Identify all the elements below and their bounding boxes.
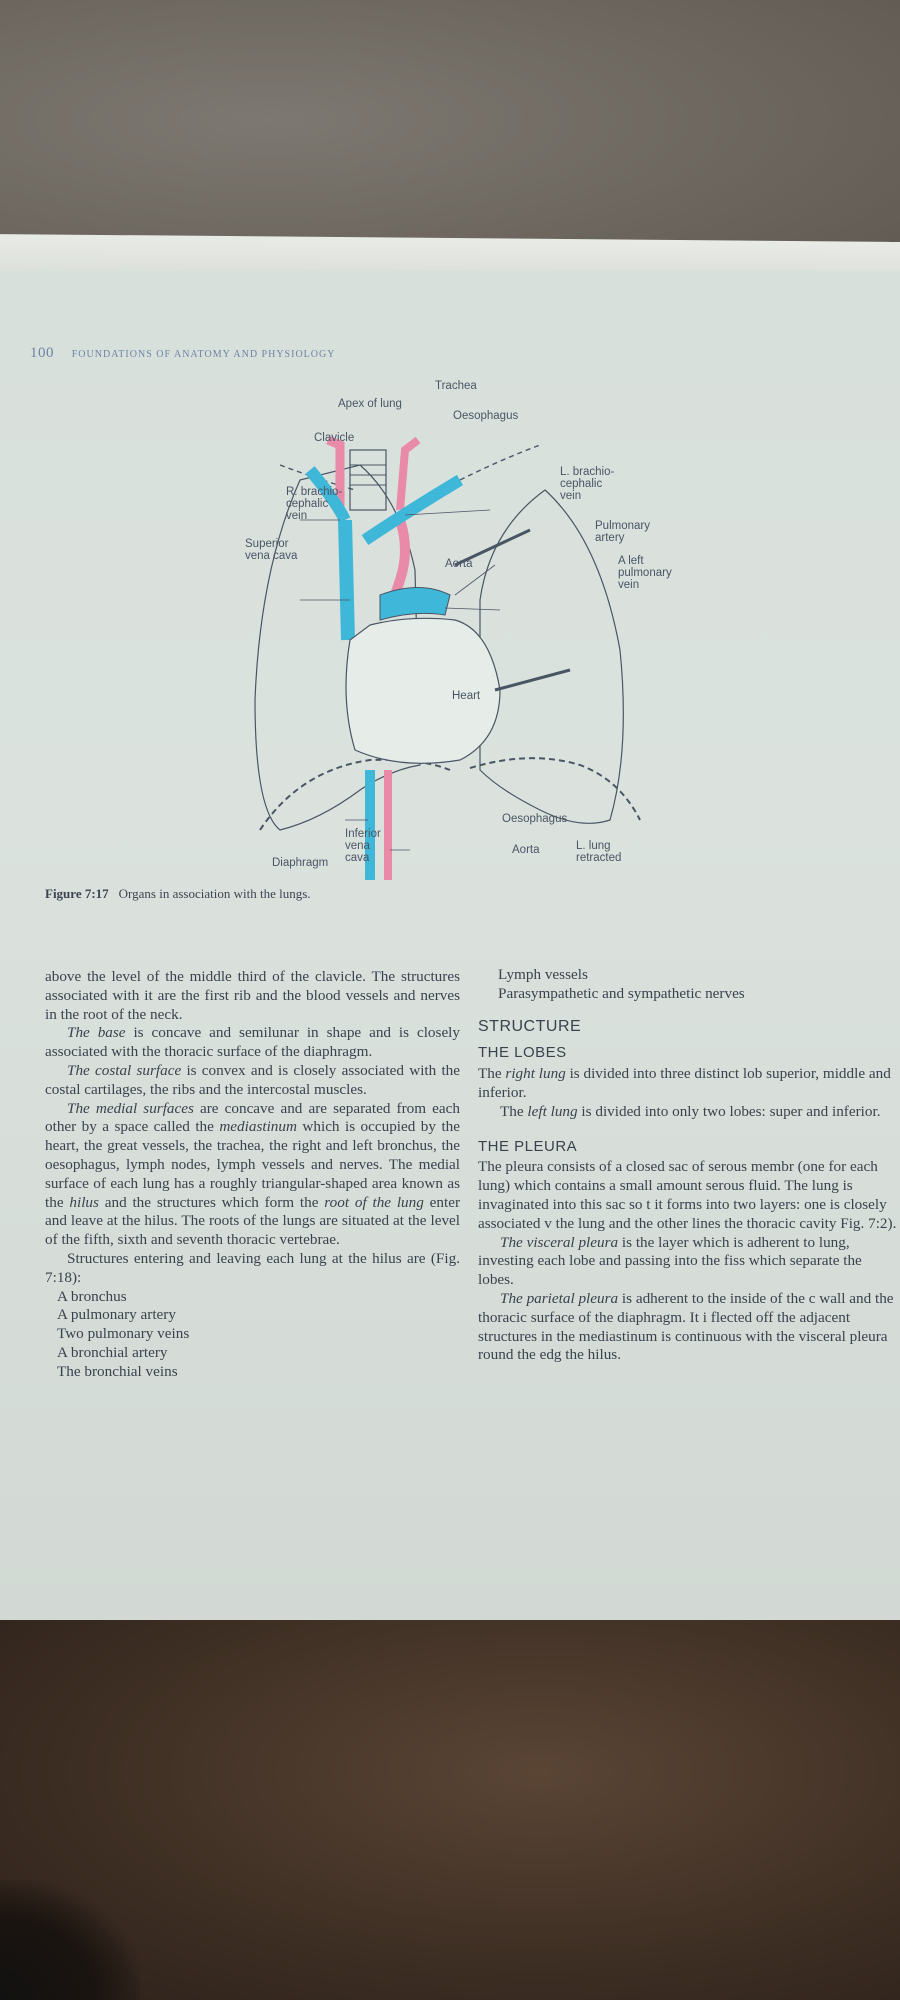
diaphragm-dashed <box>260 760 450 830</box>
label-r-brachiocephalic: R. brachio- cephalic vein <box>286 486 343 522</box>
page-number: 100 <box>30 345 54 361</box>
trachea-shape <box>350 450 386 510</box>
paragraph-parietal: The parietal pleura is adherent to the inside of the c wall and the thoracic surface of the diaphragm. It i flected off the adjacent structures in the mediastinum is continuous with the visceral pleura round the edg the hilus. <box>478 1289 894 1364</box>
right-column <box>478 966 900 1365</box>
clavicle-dashed-left <box>460 445 540 480</box>
subheading-lobes: THE LOBES <box>478 1044 567 1062</box>
list-item: The bronchial veins <box>57 1362 178 1380</box>
list-item: A bronchial artery <box>57 1343 168 1361</box>
caption-text: Organs in association with the lungs. <box>118 886 311 901</box>
label-diaphragm: Diaphragm <box>272 857 329 869</box>
label-oesophagus-top: Oesophagus <box>453 410 519 422</box>
paragraph: above the level of the middle third of the clavicle. The structures associated with it are the first rib and the blood vessels and nerves in the root of the neck. <box>45 968 460 1023</box>
subheading-pleura: THE PLEURA <box>478 1137 578 1155</box>
label-pulmonary-artery: Pulmonary artery <box>595 520 650 544</box>
figure-caption <box>45 886 311 902</box>
running-head <box>30 345 335 362</box>
diaphragm-dashed-left <box>470 758 640 820</box>
label-l-brachiocephalic: L. brachio- cephalic vein <box>560 466 615 502</box>
pulmonary-artery <box>380 588 450 621</box>
label-left-pulmonary-vein: A left pulmonary vein <box>618 555 672 591</box>
label-apex-of-lung: Apex of lung <box>338 398 402 410</box>
label-l-lung-retracted: L. lung retracted <box>576 840 622 864</box>
paragraph-costal: The costal surface is convex and is closely associated with the costal cartilages, the ribs and the intercostal muscles. <box>45 1061 460 1098</box>
label-aorta-top: Aorta <box>445 558 473 570</box>
left-column <box>45 968 460 1382</box>
paragraph-right-lung: The right lung is divided into three distinct lob superior, middle and inferior. <box>478 1065 891 1101</box>
caption-number: Figure 7:17 <box>45 886 109 901</box>
list-item: Parasympathetic and sympathetic nerves <box>498 984 745 1002</box>
label-oesophagus-bottom: Oesophagus <box>502 813 568 825</box>
label-superior-vena-cava: Superior vena cava <box>245 538 298 562</box>
label-heart: Heart <box>452 690 481 702</box>
list-item: A pulmonary artery <box>57 1306 176 1324</box>
running-title: FOUNDATIONS OF ANATOMY AND PHYSIOLOGY <box>71 349 336 360</box>
paragraph-base: The base is concave and semilunar in shape and is closely associated with the thoracic surface of the diaphragm. <box>45 1024 460 1061</box>
label-clavicle: Clavicle <box>314 432 355 444</box>
list-item: Two pulmonary veins <box>57 1325 190 1343</box>
list-item: A bronchus <box>57 1287 127 1305</box>
carotid-left <box>400 440 418 510</box>
section-heading-structure: STRUCTURE <box>478 1017 582 1035</box>
shadow <box>0 1880 140 2000</box>
paragraph-structures: Structures entering and leaving each lung at the hilus are (Fig. 7:18): <box>45 1249 460 1286</box>
label-aorta-bottom: Aorta <box>512 844 540 856</box>
paragraph-pleura: The pleura consists of a closed sac of serous membr (one for each lung) which contains a small amount serous fluid. The lung is invaginated into this sac so t it forms into two layers: one is closely associated v the lung and the other lines the thoracic cavity Fig. 7:2). <box>478 1158 897 1232</box>
paragraph-medial: The medial surfaces are concave and are separated from each other by a space called the mediastinum which is occupied by the heart, the great vessels, the trachea, the right and left bronchus, the oesophagus, lymph nodes, lymph vessels and nerves. The medial surface of each lung has a roughly triangular-shaped area known as the hilus and the structures which form the root of the lung enter and leave at the hilus. The roots of the lungs are situated at the level of the fifth, sixth and seventh thoracic vertebrae. <box>45 1099 461 1249</box>
retractor-lower <box>495 670 570 690</box>
lung-diagram <box>240 370 680 880</box>
paragraph-left-lung: The left lung is divided into only two lobes: super and inferior. <box>500 1102 881 1120</box>
list-item: Lymph vessels <box>498 966 588 983</box>
label-trachea: Trachea <box>435 380 477 392</box>
paragraph-visceral: The visceral pleura is the layer which is adherent to lung, investing each lobe and passing into the fiss which separate the lobes. <box>478 1233 862 1289</box>
superior-vena-cava <box>345 520 348 640</box>
anatomy-figure <box>240 370 680 880</box>
label-inferior-vena-cava: Inferior vena cava <box>345 828 381 864</box>
